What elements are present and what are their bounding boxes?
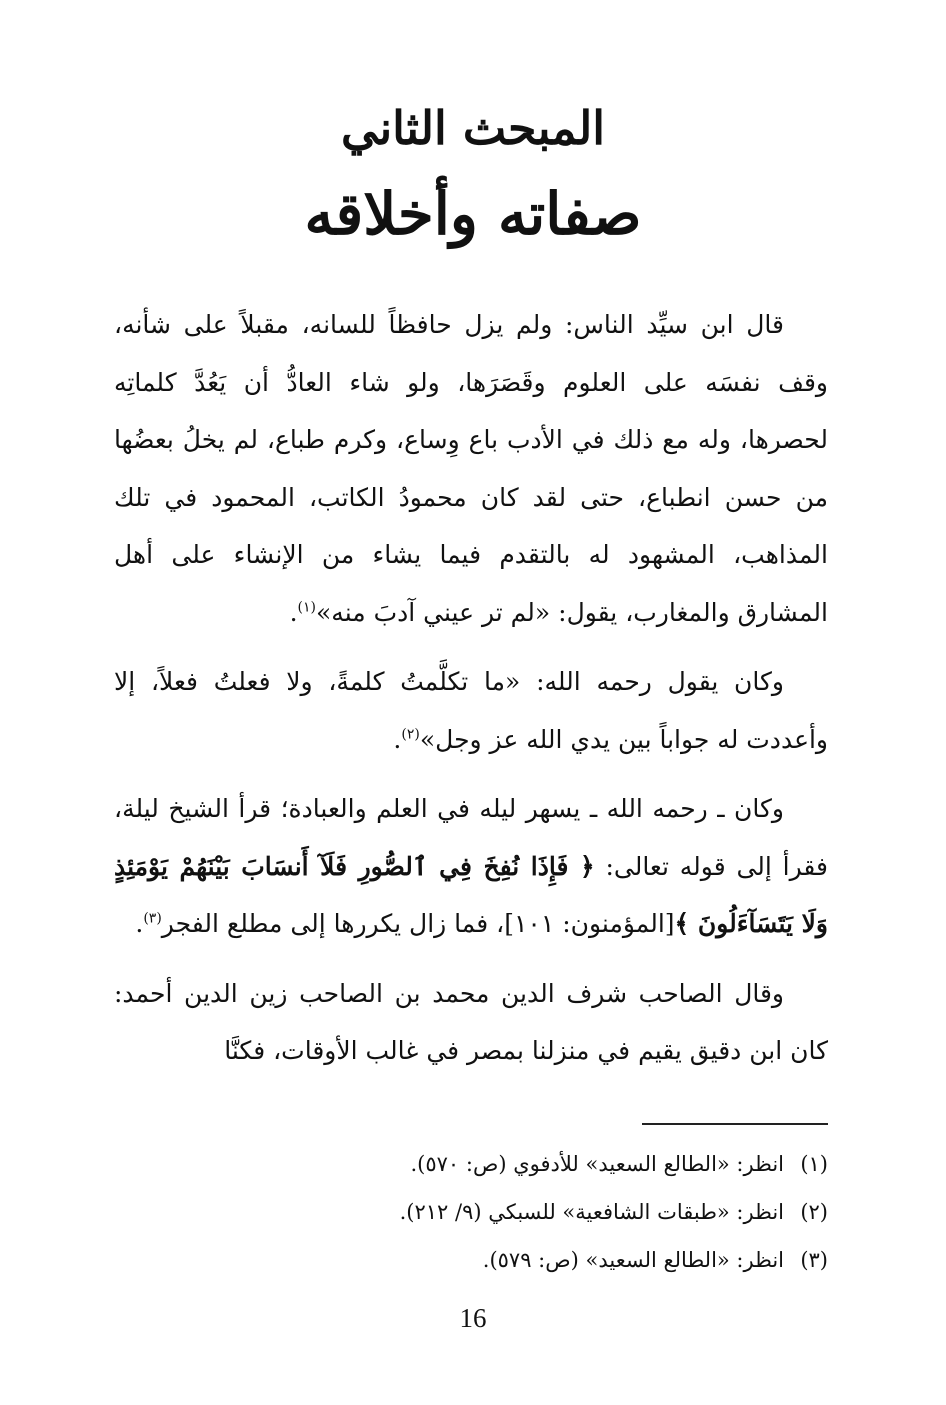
page-number: 16 <box>459 1303 487 1333</box>
paragraph-3-after: [المؤمنون: ١٠١]، فما زال يكررها إلى مطلع الفجر <box>161 909 675 938</box>
footnote-number: (١) <box>800 1152 828 1176</box>
chapter-heading <box>0 88 946 260</box>
paragraph-2-text: وكان يقول رحمه الله: «ما تكلَّمتُ كلمةً، ولا فعلتُ فعلاً، إلا وأعددت له جواباً بين يدي الله عز وجل» <box>114 667 828 754</box>
paragraph-2 <box>114 653 828 768</box>
paragraph-4 <box>114 965 828 1080</box>
footnote-text: انظر: «طبقات الشافعية» للسبكي (٩/ ٢١٢). <box>399 1200 784 1224</box>
footnote-text: انظر: «الطالع السعيد» (ص: ٥٧٩). <box>482 1248 784 1272</box>
paragraph-1 <box>114 296 828 641</box>
paragraph-3-before: وكان ـ رحمه الله ـ يسهر ليله في العلم والعبادة؛ قرأ الشيخ ليلة، فقرأ إلى قوله تعالى: <box>114 794 828 881</box>
footnote-divider <box>642 1123 828 1125</box>
footnote-3 <box>114 1236 828 1284</box>
section-title: صفاته وأخلاقه <box>304 180 642 248</box>
footnote-text: انظر: «الطالع السعيد» للأدفوي (ص: ٥٧٠). <box>410 1152 784 1176</box>
quran-verse: ﴿ فَإِذَا نُفِخَ فِي ٱلصُّورِ فَلَآ أَنسَابَ بَيْنَهُمْ يَوْمَئِذٍ وَلَا يَتَسَآءَلُونَ ﴾ <box>114 851 828 938</box>
footnote-number: (٢) <box>800 1200 828 1224</box>
footnote-number: (٣) <box>800 1248 828 1272</box>
section-subtitle: المبحث الثاني <box>341 101 605 155</box>
footnote-2 <box>114 1188 828 1236</box>
body-text <box>114 296 828 1080</box>
footnote-ref-3: (٣) <box>143 910 162 927</box>
footnote-ref-1: (١) <box>297 599 317 616</box>
footnotes <box>114 1140 828 1284</box>
paragraph-1-text: قال ابن سيِّد الناس: ولم يزل حافظاً للسانه، مقبلاً على شأنه، وقف نفسَه على العلوم وقَصَرَها، ولو شاء العادُّ أن يَعُدَّ كلماتِه لحصرها، وله مع ذلك في الأدب باع وِساع، وكرم طباع، لم يخلُ بعضُها من حسن انطباع، حتى لقد كان محمودُ الكاتب، المحمود في تلك المذاهب، المشهود له بالتقدم فيما يشاء من الإنشاء على أهل المشارق والمغارب، يقول: «لم تر عيني آدبَ منه» <box>114 310 828 627</box>
paragraph-4-text: وقال الصاحب شرف الدين محمد بن الصاحب زين الدين أحمد: كان ابن دقيق يقيم في منزلنا بمصر في غالب الأوقات، فكنَّا <box>114 978 828 1065</box>
footnote-1 <box>114 1140 828 1188</box>
paragraph-3 <box>114 780 828 953</box>
paragraph-3-end: . <box>135 909 144 938</box>
paragraph-1-end: . <box>289 597 298 627</box>
footnote-ref-2: (٢) <box>401 726 420 743</box>
paragraph-2-end: . <box>393 724 402 754</box>
